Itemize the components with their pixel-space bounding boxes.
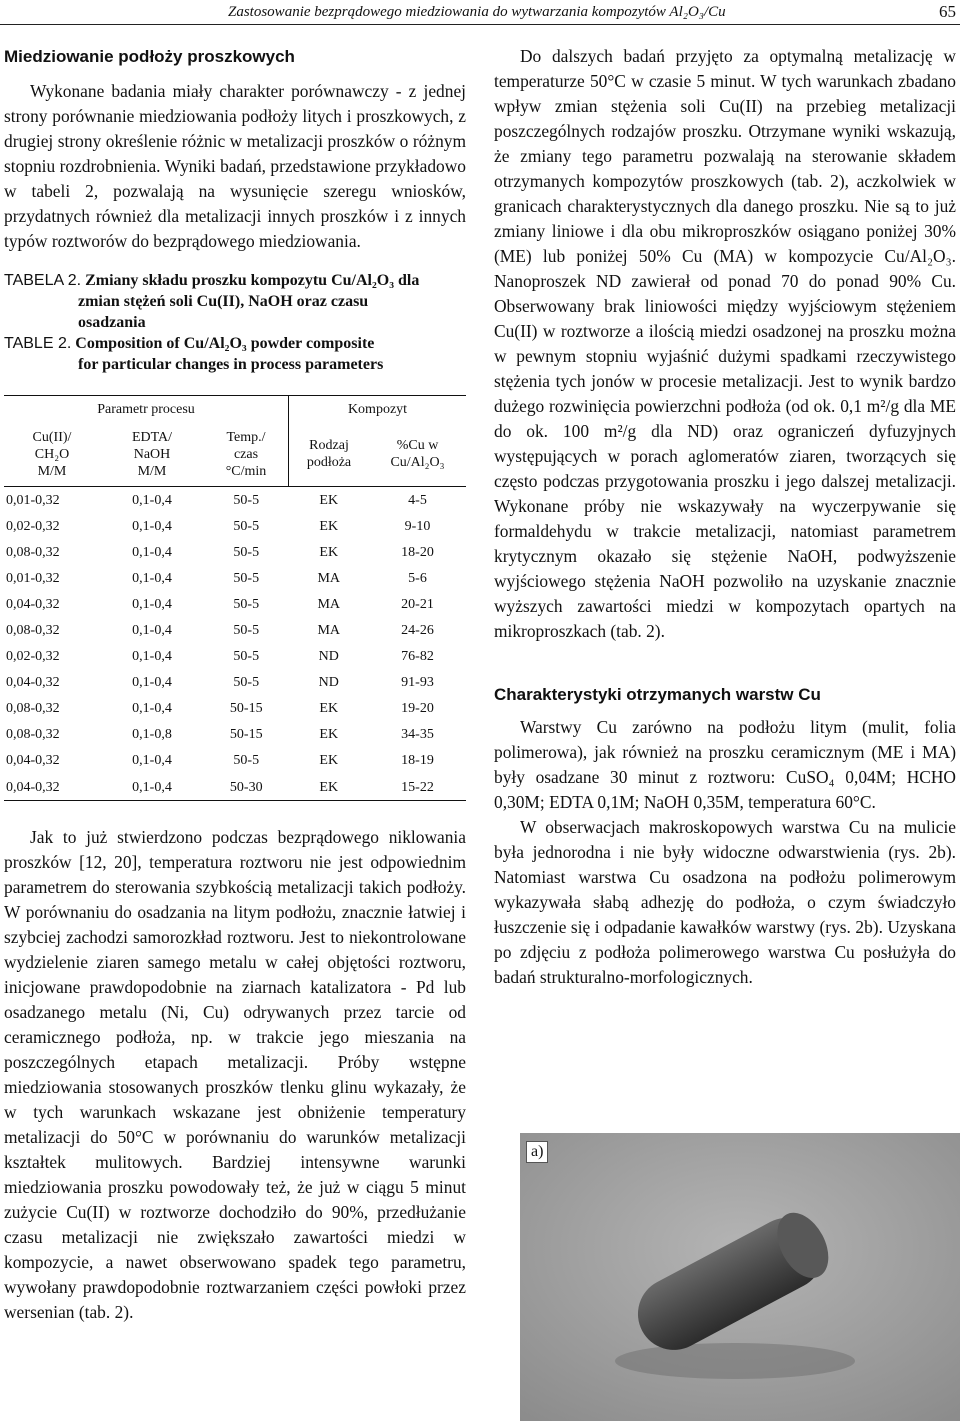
figure-photo [520, 1133, 960, 1421]
table-cell: 50-15 [229, 701, 263, 717]
table-cell: 50-5 [233, 570, 260, 586]
table-cell: 0,1-0,4 [132, 701, 172, 717]
table-cell: ND [318, 649, 339, 665]
table-cell: 18-20 [401, 544, 434, 560]
table-cell: 50-5 [233, 492, 260, 508]
paragraph: W obserwacjach makroskopowych warstwa Cu na mulicie była jednorodna i nie były widoczne odwarstwienia (rys. 2b). Natomiast warstwa Cu osadzona na podłożu polimerowym wykazywała słabą adhezję do podłoża, o czym świadczyło łuszczenie się i odpadanie kawałków warstwy (rys. 2b). Uzyskana po zdjęciu z podłoża polimerowego warstwa Cu posłużyła do badań strukturalno-morfologicznych. [494, 817, 956, 987]
table-cell: 19-20 [401, 701, 434, 717]
table-row [4, 565, 466, 591]
figure-image [520, 1133, 960, 1421]
table-cell: 50-30 [229, 779, 263, 795]
table-cell: 50-5 [233, 649, 260, 665]
table-cell: 50-5 [233, 675, 260, 691]
table-row [4, 722, 466, 748]
column-header: Rodzaj podłoża [289, 422, 370, 487]
table-cell: 0,02-0,32 [6, 518, 60, 534]
table-cell: 50-15 [229, 727, 263, 743]
table-cell: 0,1-0,8 [132, 727, 172, 743]
table-cell: 0,1-0,4 [132, 544, 172, 560]
table-group-header: Kompozyt [289, 396, 467, 423]
table-cell: 0,08-0,32 [6, 701, 60, 717]
section-title: Charakterystyki otrzymanych warstw Cu [494, 685, 821, 704]
table-cell: MA [317, 596, 341, 612]
table-cell: 0,04-0,32 [6, 675, 60, 691]
table-cell: 50-5 [233, 544, 260, 560]
column-header: Cu(II)/ CH₂O M/M [32, 429, 72, 479]
table-cell: 0,04-0,32 [6, 779, 60, 795]
table-cell: 0,02-0,32 [6, 649, 60, 665]
right-column [494, 44, 956, 990]
table-row [4, 487, 466, 514]
table-cell: 0,1-0,4 [132, 518, 172, 534]
table-group-header: Parametr procesu [97, 401, 195, 417]
table-row [4, 513, 466, 539]
table-row [4, 539, 466, 565]
table-cell: 0,04-0,32 [6, 753, 60, 769]
data-table [4, 395, 466, 801]
table-cell: 91-93 [401, 675, 434, 691]
table-cell: 0,1-0,4 [132, 492, 172, 508]
table-cell: MA [317, 623, 341, 639]
column-header: %Cu w Cu/Al₂O₃ [390, 438, 445, 470]
paragraph: Wykonane badania miały charakter porównawczy - z jednej strony porównanie miedziowania podłoży litych i proszkowych, z drugiej strony określenie różnic w metalizacji proszków o różnym stopniu rozdrobnienia. Wyniki badań, przedstawione przykładowo w tabeli 2, pozwalają na wysunięcie szeregu wniosków, przydatnych również dla metalizacji innych proszków i z innych typów roztworów do bezprądowego miedziowania. [4, 81, 466, 251]
table-cell: 76-82 [401, 649, 434, 665]
table-row [4, 617, 466, 643]
table-row [4, 670, 466, 696]
table-cell: 0,1-0,4 [132, 570, 172, 586]
table-cell: 15-22 [401, 779, 434, 795]
table-cell: 50-5 [233, 753, 260, 769]
column-header: EDTA/ NaOH M/M [131, 429, 173, 479]
table-cell: 0,08-0,32 [6, 727, 60, 743]
column-header: Temp./ czas °C/min [225, 429, 267, 479]
table-row [4, 591, 466, 617]
table-cell: 0,1-0,4 [132, 675, 172, 691]
table-cell: 9-10 [404, 518, 431, 534]
table-cell: 24-26 [401, 623, 434, 639]
table-cell: 0,08-0,32 [6, 623, 60, 639]
paragraph: Warstwy Cu zarówno na podłożu litym (mulit, folia polimerowa), jak również na proszku ceramicznym (ME i MA) były osadzane 30 minut z roztworu: CuSO₄ 0,04M; HCHO 0,30M; EDTA 0,1M; NaOH 0,35M, temperatura 60°C. [494, 717, 956, 812]
table-cell: 50-5 [233, 596, 260, 612]
table-cell: EK [319, 492, 339, 508]
running-header [0, 2, 960, 24]
table-title-pl-2: zmian stężeń soli Cu(II), NaOH oraz czasu [78, 293, 369, 310]
table-cell: 50-5 [233, 518, 260, 534]
paragraph: Jak to już stwierdzono podczas bezprądowego niklowania proszków [12, 20], temperatura roztworu nie jest odpowiednim parametrem do sterowania szybkością metalizacji takich podłoży. W porównaniu do osadzania na litym podłożu, znacznie łatwiej i szybciej zachodzi samorozkład roztworu. Jest to niekontrolowane wydzielenie ziaren samego metalu w całej objętości roztworu, inicjowane prawdopodobnie na ziarnach katalizatora - Pd lub osadzanego metalu (Ni, Cu) odrywanych przez tarcie od ceramicznego podłoża, np. w trakcie jego mieszania na poszczególnych etapach metalizacji. Próby wstępne miedziowania stosowanych proszków tlenku glinu wykazały, że w tych warunkach wskazane jest obniżenie temperatury metalizacji do 50°C w porównaniu do warunków metalizacji kształtek mulitowych. Bardziej intensywne warunki miedziowania proszku powodowały też, że już w ciągu 5 minut zużycie Cu(II) w roztworze dochodziło do 90%, przedłużanie czasu metalizacji nie zwiększało zawartości miedzi w kompozycie, a nawet obserwowano spadek tego parametru, wywołany prawdopodobnie roztwarzaniem części powłoki przez wersenian (tab. 2). [4, 827, 466, 1323]
table-title-pl-3: osadzania [78, 314, 146, 331]
table-label-pl: TABELA 2. [4, 272, 82, 289]
table-cell: EK [319, 518, 339, 534]
figure-label: a) [526, 1141, 548, 1163]
table-cell: 0,1-0,4 [132, 649, 172, 665]
table-cell: 0,1-0,4 [132, 753, 172, 769]
table-cell: 0,1-0,4 [132, 779, 172, 795]
table-cell: EK [319, 544, 339, 560]
table-title-pl-1: Zmiany składu proszku kompozytu Cu/Al₂O₃ dla [85, 272, 420, 289]
table-cell: MA [317, 570, 341, 586]
table-cell: ND [318, 675, 339, 691]
header-rule [0, 24, 960, 25]
table-cell: 20-21 [401, 596, 434, 612]
table-cell: 0,08-0,32 [6, 544, 60, 560]
table-cell: EK [319, 727, 339, 743]
table-caption [4, 270, 466, 375]
table-cell: 50-5 [233, 623, 260, 639]
table-cell: EK [319, 779, 339, 795]
table-row [4, 696, 466, 722]
table-title-en-2: for particular changes in process parameters [78, 356, 384, 373]
table-row [4, 644, 466, 670]
table-cell: 0,01-0,32 [6, 570, 60, 586]
table-cell: 0,1-0,4 [132, 596, 172, 612]
paragraph: Do dalszych badań przyjęto za optymalną metalizację w temperaturze 50°C w czasie 5 minut. W tych warunkach zbadano wpływ zmian stężenia soli Cu(II) na przebieg metalizacji poszczególnych rodzajów proszku. Otrzymane wyniki wskazują, że zmiany tego parametru pozwalają na sterowanie składem otrzymanych kompozytów proszkowych (tab. 2), aczkolwiek w granicach charakterystycznych dla danego proszku. Nie są to już zmiany liniowe i dla obu mikroproszków osiągano poniżej 30% (ME) lub poniżej 50% Cu (MA) w kompozycie Cu/Al₂O₃. Nanoproszek ND zawierał od ponad 70 do ponad 90% Cu. Obserwowany brak liniowości między wyjściowym stężeniem Cu(II) w roztworze a ilością miedzi osadzonej na proszku można w pewnym stopniu wyjaśnić dużymi spadkami rzeczywistego stężenia tych jonów w procesie metalizacji. Jest to wynik bardzo dużego rozwinięcia powierzchni podłoża (od ok. 0,1 m²/g dla ME do ok. 100 m²/g dla ND) oraz ograniczeń dyfuzyjnych występujących w porach aglomeratów ziaren, tworzących się często podczas przygotowania proszku i jego dalszej metalizacji. Wykonane próby nie wskazywały na wyczerpywanie się formaldehydu w trakcie metalizacji, natomiast parametrem krytycznym okazało się stężenie NaOH, podwyższenie wyjściowego stężenia NaOH pozwoliło na uzyskanie znacznie wyższych zawartości miedzi w kompozytach opartych na mikroproszkach (tab. 2). [494, 46, 956, 641]
table-cell: 0,1-0,4 [132, 623, 172, 639]
table-label-en: TABLE 2. [4, 335, 72, 352]
table-cell: EK [319, 753, 339, 769]
page-number: 65 [939, 2, 956, 21]
table-cell: EK [319, 701, 339, 717]
table-cell: 0,04-0,32 [6, 596, 60, 612]
left-column [4, 44, 466, 1325]
table-title-en-1: Composition of Cu/Al₂O₃ powder composite [75, 335, 375, 352]
table-cell: 0,01-0,32 [6, 492, 60, 508]
running-title: Zastosowanie bezprądowego miedziowania do wytwarzania kompozytów Al₂O₃/Cu [228, 4, 726, 20]
table-cell: 18-19 [401, 753, 434, 769]
table-row [4, 774, 466, 801]
table-cell: 5-6 [408, 570, 427, 586]
table-cell: 34-35 [401, 727, 434, 743]
table-cell: 4-5 [408, 492, 427, 508]
section-title: Miedziowanie podłoży proszkowych [4, 47, 295, 66]
table-row [4, 748, 466, 774]
